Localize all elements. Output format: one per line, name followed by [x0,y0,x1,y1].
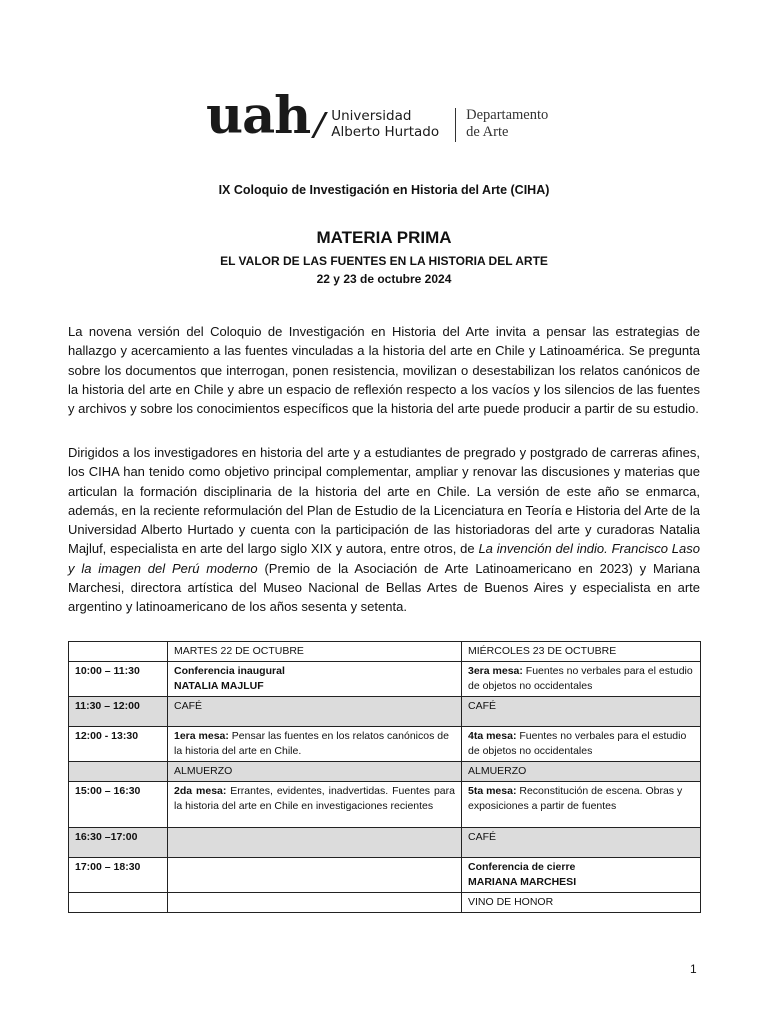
schedule-time: 16:30 –17:00 [69,828,168,858]
page-title: MATERIA PRIMA [316,228,452,247]
session-label: Conferencia de cierre [468,861,576,873]
schedule-cell-tuesday [168,727,462,762]
logo-wordmark: uah [206,85,311,146]
session-label: 2da mesa: [174,785,227,797]
session-text: ALMUERZO [174,765,233,777]
schedule-row [69,782,701,828]
schedule-cell-wednesday [462,762,701,782]
schedule-time [69,762,168,782]
speaker-name: MARIANA MARCHESI [468,876,577,888]
schedule-time: 15:00 – 16:30 [69,782,168,828]
header-cell-time [69,642,168,662]
session-text: Reconstitución de escena. Obras y exposiciones a partir de fuentes [468,785,683,812]
session-label: 4ta mesa: [468,730,517,742]
intro-paragraph: La novena versión del Coloquio de Investigación en Historia del Arte invita a pensar las estrategias de hallazgo y acercamiento a las fuentes vinculadas a la historia del arte en Chile y Latinoamérica. Se pregunta sobre los documentos que interrogan, ponen resistencia, movilizan o desestabilizan los relatos canónicos de la historia del arte en Chile y abre un espacio de reflexión respecto a los vacíos y los silencios de las fuentes y archivos y sobre los conocimientos específicos que la historia del arte puede producir a partir de su estudio. [68,324,700,417]
schedule-row [69,762,701,782]
session-label: 3era mesa: [468,665,523,677]
event-name: IX Coloquio de Investigación en Historia del Arte (CIHA) [218,183,550,197]
header-cell-wednesday: MIÉRCOLES 23 DE OCTUBRE [462,642,701,662]
schedule-cell-tuesday [168,782,462,828]
session-text: VINO DE HONOR [468,896,554,908]
schedule-cell-wednesday [462,828,701,858]
session-text: Errantes, evidentes, inadvertidas. Fuentes para la historia del arte en Chile en investigaciones recientes [174,785,455,812]
subtitle-block [0,252,768,288]
schedule-cell-wednesday [462,727,701,762]
session-text: CAFÉ [468,831,497,843]
schedule-cell-tuesday [168,697,462,727]
logo-department-line2: de Arte [466,124,509,140]
speaker-name: NATALIA MAJLUF [174,680,264,692]
event-dates: 22 y 23 de octubre 2024 [316,272,452,286]
schedule-time [69,893,168,913]
page-number: 1 [690,962,697,976]
schedule-cell-tuesday [168,858,462,893]
logo-university-line2: Alberto Hurtado [331,124,440,140]
logo-divider [455,108,456,142]
schedule-row [69,697,701,727]
session-text: CAFÉ [468,700,497,712]
schedule-row [69,662,701,697]
schedule-time: 11:30 – 12:00 [69,697,168,727]
schedule-row [69,727,701,762]
logo-department-name [466,107,548,141]
schedule-row [69,858,701,893]
schedule-cell-tuesday [168,662,462,697]
schedule-cell-wednesday [462,697,701,727]
schedule-cell-tuesday [168,893,462,913]
schedule-cell-wednesday [462,858,701,893]
schedule-row [69,893,701,913]
description-text-2: (Premio de la Asociación de Arte Latinoamericano en 2023) y Mariana Marchesi, directora artística del Museo Nacional de Bellas Artes de Buenos Aires y especialista en arte argentino y latinoamericano de los años sesenta y setenta. [68,560,700,615]
schedule-cell-tuesday [168,762,462,782]
schedule-time: 10:00 – 11:30 [69,662,168,697]
logo-slash [311,112,328,138]
schedule-cell-wednesday [462,662,701,697]
schedule-row [69,828,701,858]
schedule-time: 12:00 - 13:30 [69,727,168,762]
description-text-1: Dirigidos a los investigadores en historia del arte y a estudiantes de pregrado y postgrado de carreras afines, los CIHA han tenido como objetivo principal complementar, ampliar y renovar las discusiones y materias que articulan la formación disciplinaria de la historia del arte en Chile. La versión de este año se enmarca, además, en la reciente reformulación del Plan de Estudio de la Licenciatura en Teoría e Historia del Arte de la Universidad Alberto Hurtado y cuenta con la participación de las historiadoras del arte y curadoras Natalia Majluf, especialista en arte del largo siglo XIX y autora, entre otros, de [68,445,700,557]
description-paragraph [68,443,700,617]
uah-logo [206,85,549,146]
schedule-cell-wednesday [462,782,701,828]
session-text: ALMUERZO [468,765,527,777]
session-label: Conferencia inaugural [174,665,285,677]
session-label: 1era mesa: [174,730,229,742]
subtitle: EL VALOR DE LAS FUENTES EN LA HISTORIA DEL ARTE [220,254,548,268]
book-title: La invención del indio. Francisco Laso y la imagen del Perú moderno [68,541,700,576]
schedule-table [68,641,701,913]
logo-university-line1: Universidad [331,108,412,124]
schedule-cell-wednesday [462,893,701,913]
session-text: Fuentes no verbales para el estudio de objetos no occidentales [468,665,693,692]
logo-university-name [331,108,439,140]
session-text: Fuentes no verbales para el estudio de objetos no occidentales [468,730,687,757]
schedule-cell-tuesday [168,828,462,858]
schedule-time: 17:00 – 18:30 [69,858,168,893]
session-text: CAFÉ [174,700,203,712]
schedule-header-row [69,642,701,662]
session-label: 5ta mesa: [468,785,517,797]
session-text: Pensar las fuentes en los relatos canónicos de la historia del arte en Chile. [174,730,449,757]
header-cell-tuesday: MARTES 22 DE OCTUBRE [168,642,462,662]
logo-department-line1: Departamento [466,107,549,123]
